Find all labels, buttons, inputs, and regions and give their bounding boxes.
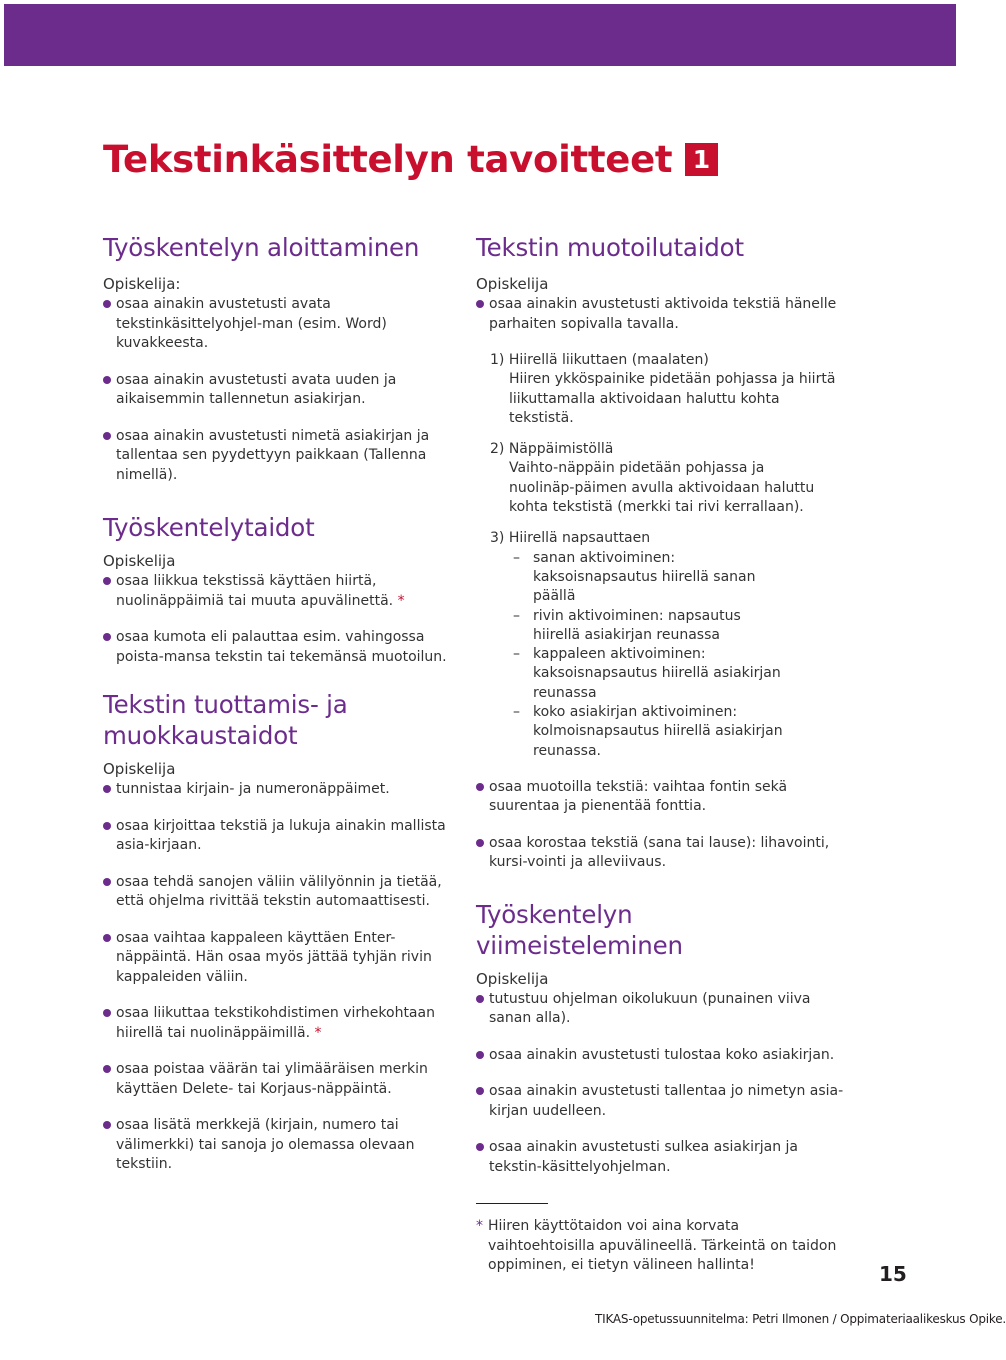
footnote-marker: * [314,1024,322,1041]
objective-item: osaa kirjoittaa tekstiä ja lukuja ainakin mallista asia-kirjaan. [103,817,463,856]
audience-label: Opiskelija [103,552,176,570]
page-number: 15 [879,1262,907,1286]
left-column [103,230,463,1175]
section-formatting [476,232,846,873]
objective-item: osaa ainakin avustetusti avata uuden ja aikaisemmin tallennetun asiakirjan. [103,371,463,410]
audience-label: Opiskelija [103,760,176,778]
footnote-star: * [476,1218,483,1235]
objective-item: osaa ainakin avustetusti aktivoida tekstiä hänelle parhaiten sopivalla tavalla. [476,295,846,334]
objective-item: osaa ainakin avustetusti tallentaa jo nimetyn asia-kirjan uudelleen. [476,1082,846,1121]
objective-text: osaa liikuttaa tekstikohdistimen virhekohtaan hiirellä tai nuolinäppäimillä. [116,1005,435,1041]
section-finishing [476,899,846,1178]
objective-item: osaa ainakin avustetusti nimetä asiakirjan ja tallentaa sen pyydettyyn paikkaan (Tallenna nimellä). [103,427,463,486]
footer-credit: TIKAS-opetussuunnitelma: Petri Ilmonen / Oppimateriaalikeskus Opike. [595,1312,1006,1326]
objective-item: osaa kumota eli palauttaa esim. vahingossa poista-mansa tekstin tai tekemänsä muotoilun. [103,628,463,667]
click-action: – kappaleen aktivoiminen: kaksoisnapsautus hiirellä asiakirjan reunassa [490,645,790,703]
objective-item: tunnistaa kirjain- ja numeronäppäimet. [103,780,463,800]
footnote-text: Hiiren käyttötaidon voi aina korvata vaihtoehtoisilla apuvälineellä. Tärkeintä on taidon oppiminen, ei tietyn välineen hallinta! [488,1218,837,1274]
section-heading: Työskentelytaidot [103,513,315,542]
chapter-number-badge: 1 [685,143,718,176]
top-banner [4,4,956,66]
footnote [476,1217,846,1276]
objective-list [476,990,846,1178]
audience-label: Opiskelija [476,275,549,293]
objective-item: osaa ainakin avustetusti avata tekstinkäsittelyohjel-man (esim. Word) kuvakkeesta. [103,295,463,354]
section-work-start [103,232,463,485]
objective-item: osaa poistaa väärän tai ylimääräisen merkin käyttäen Delete- tai Korjaus-näppäintä. [103,1060,463,1099]
footnote-divider [476,1203,548,1204]
objective-list [103,780,463,1175]
objective-item: osaa korostaa tekstiä (sana tai lause): lihavointi, kursi-vointi ja alleviivaus. [476,834,846,873]
selection-method [490,529,846,761]
objective-item: osaa muotoilla tekstiä: vaihtaa fontin sekä suurentaa ja pienentää fonttia. [476,778,846,817]
objective-item: osaa tehdä sanojen väliin välilyönnin ja tietää, että ohjelma rivittää tekstin automaattisesti. [103,873,463,912]
objective-list [476,295,846,334]
objective-item: osaa ainakin avustetusti sulkea asiakirjan ja tekstin-käsittelyohjelman. [476,1138,846,1177]
section-heading: Tekstin tuottamis- ja muokkaustaidot [103,690,348,750]
method-title: 1) Hiirellä liikuttaen (maalaten) [490,352,709,368]
section-work-skills [103,512,463,667]
method-title: 2) Näppäimistöllä [490,441,614,458]
footnote-marker: * [397,592,405,609]
selection-methods-list [476,351,846,761]
method-description: Vaihto-näppäin pidetään pohjassa ja nuolinäp-päimen avulla aktivoidaan haluttu kohta tekstistä (merkki tai rivi kerrallaan). [509,460,815,516]
page-title: Tekstinkäsittelyn tavoitteet [103,138,673,181]
click-action: – sanan aktivoiminen: kaksoisnapsautus hiirellä sanan päällä [490,549,790,607]
section-heading: Työskentelyn aloittaminen [103,233,420,262]
click-action: – rivin aktivoiminen: napsautus hiirellä asiakirjan reunassa [490,607,790,646]
section-heading: Työskentelyn viimeisteleminen [476,899,683,960]
objective-item: osaa ainakin avustetusti tulostaa koko asiakirjan. [476,1046,846,1066]
method-description: Hiiren ykköspainike pidetään pohjassa ja hiirtä liikuttamalla aktivoidaan haluttu kohta tekstistä. [509,371,836,426]
right-column [476,230,846,1290]
method-title: 3) Hiirellä napsauttaen [490,530,651,547]
objective-item [103,1004,463,1043]
objective-text: osaa liikkua tekstissä käyttäen hiirtä, nuolinäppäimiä tai muuta apuvälinettä. [116,573,394,609]
section-heading: Tekstin muotoilutaidot [476,233,744,262]
objective-item: osaa vaihtaa kappaleen käyttäen Enter-näppäintä. Hän osaa myös jättää tyhjän rivin kappaleiden väliin. [103,929,463,988]
click-actions-list [490,549,790,761]
objective-list [103,295,463,485]
objective-list [476,778,846,873]
objective-item: tutustuu ohjelman oikolukuun (punainen viiva sanan alla). [476,990,846,1029]
objective-item [103,572,463,611]
click-action: – koko asiakirjan aktivoiminen: kolmoisnapsautus hiirellä asiakirjan reunassa. [490,703,790,761]
objective-item: osaa lisätä merkkejä (kirjain, numero tai välimerkki) tai sanoja jo olemassa olevaan tekstiin. [103,1116,463,1175]
audience-label: Opiskelija: [103,275,181,293]
objective-list [103,572,463,667]
selection-method [490,351,846,428]
section-text-production [103,689,463,1175]
audience-label: Opiskelija [476,969,549,988]
selection-method [490,440,846,517]
